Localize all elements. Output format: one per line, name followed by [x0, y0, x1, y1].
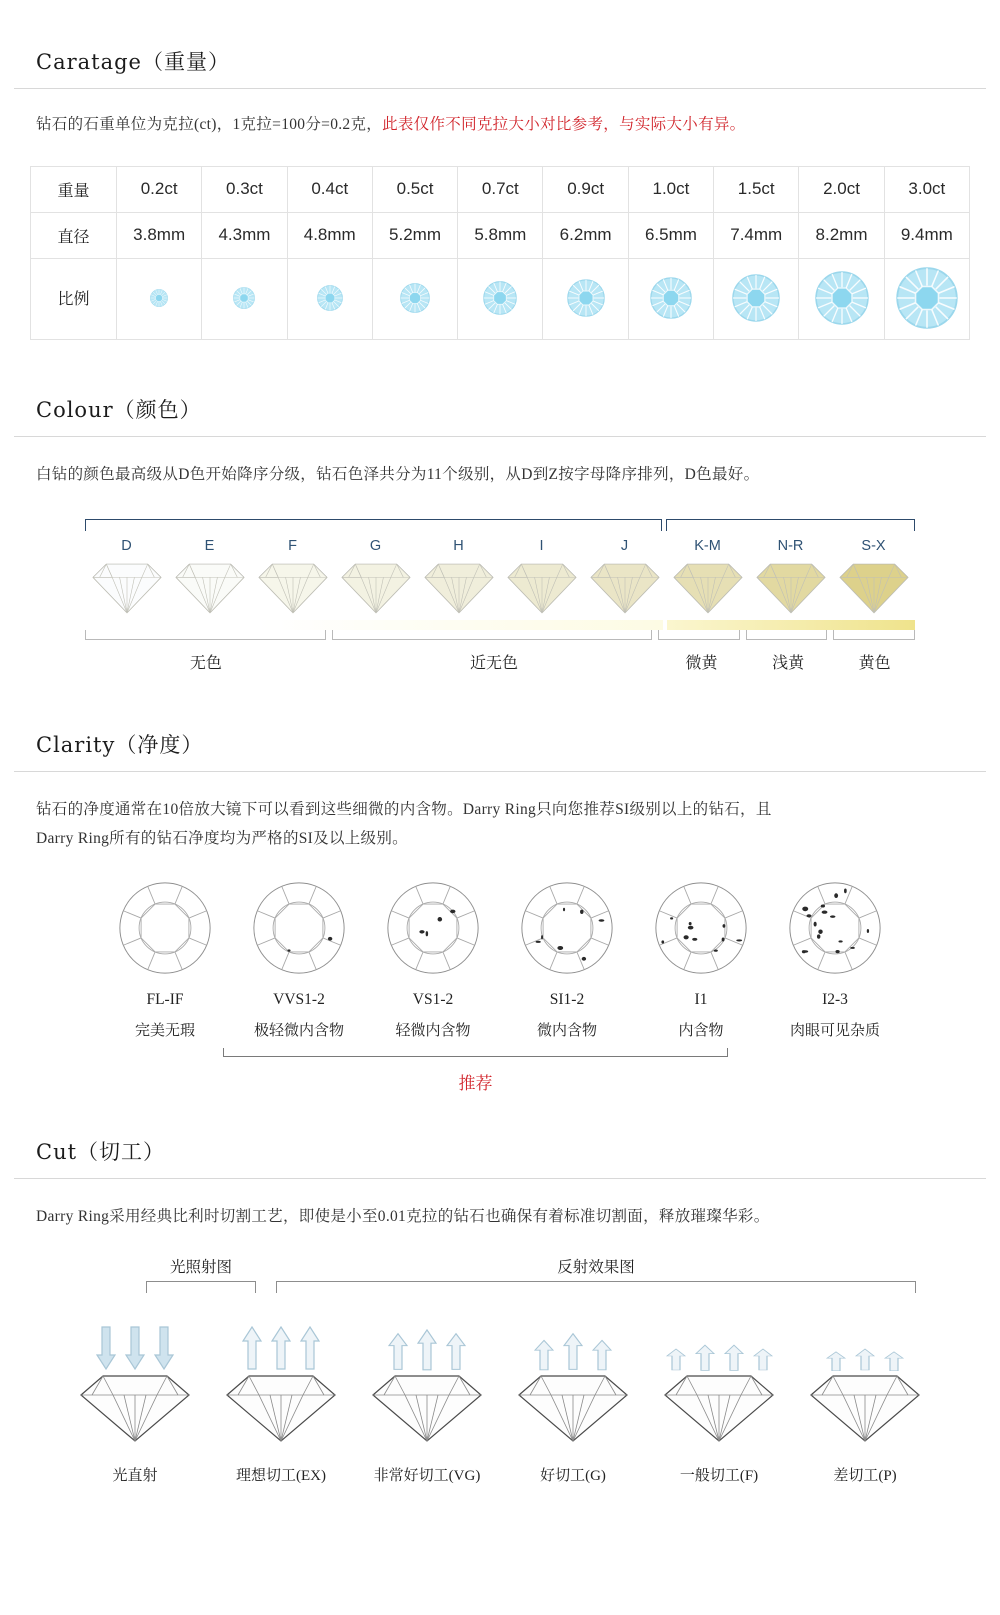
- colour-group-label: 浅黄: [772, 655, 805, 673]
- table-cell: 6.5mm: [628, 212, 713, 258]
- table-cell: 1.5ct: [714, 166, 799, 212]
- clarity-desc-line1: 钻石的净度通常在10倍放大镜下可以看到这些细微的内含物。Darry Ring只向您推荐SI级别以上的钻石，且: [36, 801, 772, 819]
- cut-light-arrows: [792, 1315, 938, 1371]
- cut-description: Darry Ring采用经典比利时切割工艺，即使是小至0.01克拉的钻石也确保有着标准切割面，释放璀璨华彩。: [36, 1207, 770, 1225]
- colour-top-brace-segment: [666, 519, 915, 531]
- cut-item: [208, 1315, 354, 1485]
- table-cell: 9.4mm: [884, 212, 969, 258]
- clarity-grade-label: FL-IF: [146, 990, 184, 1008]
- section-header-cut: [14, 1136, 986, 1179]
- colour-grade-label: K-M: [694, 538, 721, 555]
- colour-description: 白钻的颜色最高级从D色开始降序分级，钻石色泽共分为11个级别，从D到Z按字母降序排列，D色最好。: [36, 465, 760, 483]
- colour-group-label: 近无色: [469, 655, 518, 673]
- colour-diamond-icon: [168, 558, 251, 616]
- cut-light-arrows: [208, 1315, 354, 1371]
- gem-icon: [288, 285, 372, 311]
- colour-group-label: 无色: [189, 655, 222, 673]
- gem-icon: [202, 287, 286, 309]
- clarity-diamond-icon: [366, 880, 500, 981]
- colour-top-brace-segment: [85, 519, 662, 531]
- section-title-caratage: Caratage（重量）: [36, 50, 230, 74]
- section-title-clarity: Clarity（净度）: [36, 733, 204, 758]
- gem-icon: [458, 281, 542, 315]
- caratage-description: [0, 89, 1000, 140]
- clarity-item: [232, 880, 366, 1040]
- table-cell-gem: [543, 258, 628, 339]
- clarity-recommend-brace: [223, 1048, 728, 1057]
- row-label-weight: 重量: [31, 166, 117, 212]
- colour-grade-label: E: [204, 538, 215, 555]
- colour-grade-cell: [417, 531, 500, 616]
- colour-bar-segment-yellow: [667, 620, 915, 630]
- colour-grade-cell: [85, 531, 168, 616]
- clarity-item: [634, 880, 768, 1040]
- spacer: [0, 673, 1000, 729]
- clarity-items: [0, 880, 1000, 1040]
- colour-grade-cell: [334, 531, 417, 616]
- colour-diamond-icon: [832, 558, 915, 616]
- table-cell: 0.7ct: [458, 166, 543, 212]
- table-cell: 8.2mm: [799, 212, 884, 258]
- cut-brace-group: [80, 1255, 920, 1311]
- cut-grade-label: 好切工(G): [540, 1468, 606, 1485]
- colour-grade-cell: [666, 531, 749, 616]
- table-cell: 3.0ct: [884, 166, 969, 212]
- colour-grade-row: [85, 531, 915, 616]
- colour-diamond-icon: [749, 558, 832, 616]
- cut-grade-label: 理想切工(EX): [236, 1468, 326, 1485]
- clarity-grade-label: I2-3: [822, 990, 848, 1008]
- table-cell: 1.0ct: [628, 166, 713, 212]
- table-cell: 0.5ct: [372, 166, 457, 212]
- section-header-clarity: [14, 729, 986, 772]
- table-cell: 4.8mm: [287, 212, 372, 258]
- table-row-ratio: [31, 258, 970, 339]
- colour-scale: [0, 489, 1000, 673]
- colour-category-row: [85, 650, 915, 673]
- clarity-grade-label: SI1-2: [549, 990, 585, 1008]
- table-cell: 5.2mm: [372, 212, 457, 258]
- colour-grade-label: G: [369, 538, 382, 555]
- section-title-colour: Colour（颜色）: [36, 397, 202, 422]
- cut-brace-left: [146, 1281, 256, 1293]
- cut-diamond-icon: [354, 1371, 500, 1450]
- colour-grade-cell: [168, 531, 251, 616]
- clarity-diamond-icon: [98, 880, 232, 981]
- colour-diamond-icon: [500, 558, 583, 616]
- gem-icon: [799, 271, 883, 325]
- cut-diamond-icon: [646, 1371, 792, 1450]
- clarity-grade-description: 轻微内含物: [395, 1022, 471, 1039]
- spacer: [0, 340, 1000, 394]
- table-cell-gem: [117, 258, 202, 339]
- colour-group-label: 黄色: [858, 655, 891, 673]
- cut-diamond-icon: [792, 1371, 938, 1450]
- colour-grade-label: F: [288, 538, 297, 555]
- table-cell-gem: [458, 258, 543, 339]
- clarity-grade-description: 内含物: [678, 1022, 724, 1039]
- table-cell-gem: [714, 258, 799, 339]
- cut-scale: [0, 1231, 1000, 1485]
- table-cell: 4.3mm: [202, 212, 287, 258]
- cut-diamond-icon: [208, 1371, 354, 1450]
- cut-brace-right: [276, 1281, 916, 1293]
- colour-diamond-icon: [417, 558, 500, 616]
- clarity-diamond-icon: [768, 880, 902, 981]
- table-cell-gem: [372, 258, 457, 339]
- table-row-diameter: [31, 212, 970, 258]
- cut-item: [354, 1315, 500, 1485]
- table-cell: 6.2mm: [543, 212, 628, 258]
- colour-bottom-brace: [85, 630, 915, 640]
- clarity-item: [768, 880, 902, 1040]
- cut-item: [646, 1315, 792, 1485]
- cut-light-arrows: [62, 1315, 208, 1371]
- clarity-description: [0, 772, 1000, 853]
- colour-gradient-bar: [85, 620, 915, 630]
- table-cell-gem: [287, 258, 372, 339]
- caratage-desc-highlight: 此表仅作不同克拉大小对比参考，与实际大小有异。: [382, 116, 746, 133]
- cut-light-arrows: [354, 1315, 500, 1371]
- caratage-table-wrap: [0, 140, 1000, 340]
- gem-icon: [629, 277, 713, 319]
- colour-grade-label: N-R: [777, 538, 804, 555]
- colour-grade-cell: [749, 531, 832, 616]
- clarity-diamond-icon: [500, 880, 634, 981]
- gem-icon: [543, 279, 627, 317]
- colour-top-brace: [85, 519, 915, 531]
- clarity-diamond-icon: [634, 880, 768, 981]
- colour-diamond-icon: [666, 558, 749, 616]
- colour-diamond-icon: [251, 558, 334, 616]
- clarity-grade-description: 极轻微内含物: [253, 1022, 344, 1039]
- gem-icon: [373, 283, 457, 313]
- spacer: [0, 0, 1000, 46]
- cut-light-arrows: [500, 1315, 646, 1371]
- section-header-colour: [14, 394, 986, 437]
- clarity-grade-description: 微内含物: [536, 1022, 597, 1039]
- table-cell: 2.0ct: [799, 166, 884, 212]
- colour-group-brace: [332, 630, 652, 640]
- cut-item: [500, 1315, 646, 1485]
- colour-grade-cell: [583, 531, 666, 616]
- gem-icon: [714, 274, 798, 322]
- table-cell-gem: [884, 258, 969, 339]
- cut-grade-label: 光直射: [112, 1468, 158, 1485]
- caratage-desc-prefix: 钻石的石重单位为克拉(ct)，1克拉=100分=0.2克，: [36, 116, 383, 133]
- table-cell: 3.8mm: [117, 212, 202, 258]
- clarity-recommend-label: 推荐: [458, 1073, 493, 1093]
- clarity-grade-description: 完美无瑕: [134, 1022, 195, 1039]
- clarity-recommend-brace-wrap: [0, 1048, 1000, 1057]
- table-row-weight: [31, 166, 970, 212]
- colour-diamond-icon: [85, 558, 168, 616]
- colour-diamond-icon: [583, 558, 666, 616]
- colour-grade-label: S-X: [861, 538, 886, 555]
- colour-grade-label: D: [121, 538, 132, 555]
- colour-grade-label: H: [453, 538, 464, 555]
- colour-bar-segment-colorless: [85, 620, 663, 630]
- spacer: [0, 1094, 1000, 1136]
- table-cell: 0.4ct: [287, 166, 372, 212]
- cut-brace-label-left: 光照射图: [169, 1259, 232, 1277]
- table-cell: 5.8mm: [458, 212, 543, 258]
- colour-group-brace: [746, 630, 828, 640]
- table-cell-gem: [628, 258, 713, 339]
- table-cell: 7.4mm: [714, 212, 799, 258]
- clarity-scale: [0, 854, 1000, 1094]
- table-cell-gem: [202, 258, 287, 339]
- row-label-diameter: 直径: [31, 212, 117, 258]
- cut-light-arrows: [646, 1315, 792, 1371]
- gem-icon: [117, 289, 201, 307]
- colour-group-brace: [658, 630, 740, 640]
- table-cell-gem: [799, 258, 884, 339]
- clarity-grade-label: VVS1-2: [273, 990, 325, 1008]
- clarity-item: [500, 880, 634, 1040]
- colour-grade-label: J: [620, 538, 629, 555]
- colour-grade-label: I: [539, 538, 544, 555]
- cut-item: [62, 1315, 208, 1485]
- clarity-grade-description: 肉眼可见杂质: [789, 1022, 880, 1039]
- clarity-item: [366, 880, 500, 1040]
- gem-icon: [885, 267, 969, 329]
- cut-grade-label: 非常好切工(VG): [373, 1468, 481, 1485]
- clarity-grade-label: VS1-2: [412, 990, 454, 1008]
- clarity-desc-line2: Darry Ring所有的钻石净度均为严格的SI及以上级别。: [36, 830, 408, 848]
- colour-group-brace: [833, 630, 915, 640]
- colour-grade-cell: [251, 531, 334, 616]
- cut-diamond-icon: [500, 1371, 646, 1450]
- row-label-ratio: 比例: [31, 258, 117, 339]
- table-cell: 0.9ct: [543, 166, 628, 212]
- caratage-table: [30, 166, 970, 340]
- table-cell: 0.3ct: [202, 166, 287, 212]
- colour-grade-cell: [832, 531, 915, 616]
- clarity-grade-label: I1: [694, 990, 708, 1008]
- cut-items: [0, 1315, 1000, 1485]
- cut-grade-label: 一般切工(F): [679, 1468, 759, 1485]
- section-title-cut: Cut（切工）: [36, 1139, 166, 1164]
- cut-item: [792, 1315, 938, 1485]
- section-header-caratage: [14, 46, 986, 89]
- cut-diamond-icon: [62, 1371, 208, 1450]
- clarity-diamond-icon: [232, 880, 366, 981]
- colour-grade-cell: [500, 531, 583, 616]
- cut-brace-label-right: 反射效果图: [557, 1259, 635, 1277]
- colour-group-brace: [85, 630, 326, 640]
- table-cell: 0.2ct: [117, 166, 202, 212]
- clarity-item: [98, 880, 232, 1040]
- colour-group-label: 微黄: [685, 655, 718, 673]
- cut-grade-label: 差切工(P): [833, 1468, 897, 1485]
- colour-diamond-icon: [334, 558, 417, 616]
